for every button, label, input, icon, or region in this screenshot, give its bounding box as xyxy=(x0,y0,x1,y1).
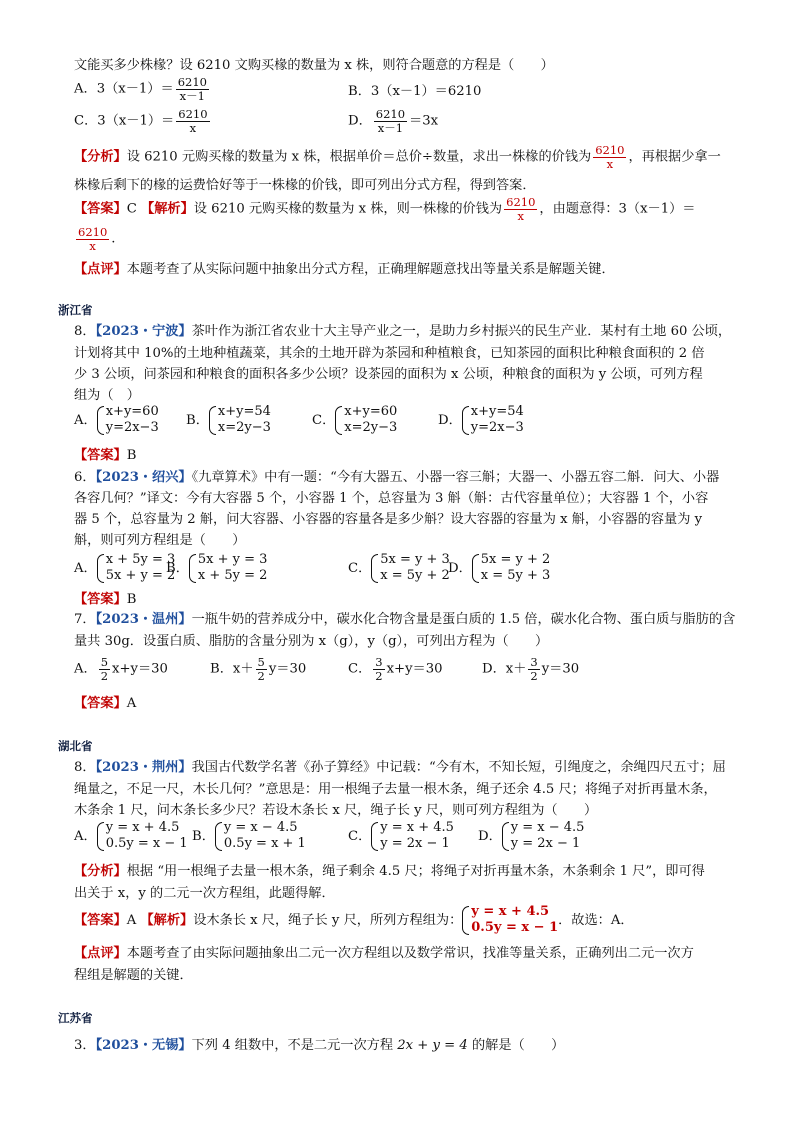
comment-line-2: 程组是解题的关键． xyxy=(74,968,193,983)
option-c: C． y = x + 4.5 y = 2x − 1 xyxy=(348,820,454,852)
answer-line: 【答案】A xyxy=(74,696,137,711)
question-line: 各容几何？”译文：今有大容器 5 个，小容器 1 个，总容量为 3 斛（斛：古代容量单位）；大容器 1 个，小容 xyxy=(74,491,709,506)
option-d: D． $\frac{6210}{x-1}$ ＝3x xyxy=(348,107,439,135)
option-d: D．x＋ $\frac{3}{2}$ y＝30 xyxy=(482,655,580,683)
option-d: D． x+y=54 y=2x−3 xyxy=(438,404,524,436)
option-a: A． x + 5y = 3 5x + y = 2 xyxy=(74,552,176,584)
question-stem: 文能买多少株椽？设 6210 文购买椽的数量为 x 株，则符合题意的方程是（ ） xyxy=(74,58,554,73)
question-line: 组为（ ） xyxy=(74,388,140,403)
question-6-shaoxing: 6．【2023・绍兴】《九章算术》中有一题：“今有大器五、小器一容三斛；大器一、小器五容二斛．问大、小器 xyxy=(74,470,720,485)
option-a: A．3（x－1）＝ $\frac{6210}{x-1}$ xyxy=(74,75,207,103)
option-c: C． $\frac{3}{2}$ x+y＝30 xyxy=(348,655,443,683)
question-7-wenzhou: 7．【2023・温州】一瓶牛奶的营养成分中，碳水化合物含量是蛋白质的 1.5 倍，碳水化合物、蛋白质与脂肪的含 xyxy=(74,612,736,627)
analysis-line-2: 出关于 x，y 的二元一次方程组，此题得解． xyxy=(74,886,335,901)
answer-line: 【答案】A 【解析】设木条长 x 尺，绳子长 y 尺，所列方程组为： y = x + 4.5 0.5y = x − 1 ．故选：A． xyxy=(74,904,634,936)
question-line: 计划将其中 10%的土地种植蔬菜，其余的土地开辟为茶园和种植粮食，已知茶园的面积比种粮食面积的 2 倍 xyxy=(74,346,705,361)
option-c: C．3（x－1）＝ $\frac{6210}{x}$ xyxy=(74,107,208,135)
question-line: 量共 30g．设蛋白质、脂肪的含量分别为 x（g），y（g），可列出方程为（ ） xyxy=(74,634,549,649)
analysis-line-2: 株椽后剩下的椽的运费恰好等于一株椽的价钱，即可列出分式方程，得到答案． xyxy=(74,178,536,193)
question-line: 少 3 公顷，问茶园和种粮食的面积各多少公顷？设茶园的面积为 x 公顷，种粮食的面积为 y 公顷，可列方程 xyxy=(74,367,703,382)
section-heading-hubei: 湖北省 xyxy=(58,739,93,753)
answer-line-2: $\frac{6210}{x}$ . xyxy=(78,225,116,253)
section-heading-zhejiang: 浙江省 xyxy=(58,303,93,317)
question-line: 木条余 1 尺，问木条长多少尺？若设木条长 x 尺，绳子长 y 尺，则可列方程组为（ ） xyxy=(74,803,598,818)
analysis-line: 【分析】根据 “用一根绳子去量一根木条，绳子剩余 4.5 尺；将绳子对折再量木条，木条剩余 1 尺”，即可得 xyxy=(74,864,705,879)
comment-line: 【点评】本题考查了由实际问题抽象出二元一次方程组以及数学常识，找准等量关系，正确列出二元一次方 xyxy=(74,946,694,961)
question-line: 绳量之，不足一尺，木长几何？”意思是：用一根绳子去量一根木条，绳子还余 4.5 尺；将绳子对折再量木条， xyxy=(74,782,717,797)
question-line: 斛，则可列方程组是（ ） xyxy=(74,533,246,548)
comment-line: 【点评】本题考查了从实际问题中抽象出分式方程，正确理解题意找出等量关系是解题关键． xyxy=(74,262,615,277)
option-c: C． 5x = y + 3 x = 5y + 2 xyxy=(348,552,450,584)
option-a: A． x+y=60 y=2x−3 xyxy=(74,404,159,436)
option-c: C． x+y=60 x=2y−3 xyxy=(312,404,398,436)
question-8-ningbo: 8．【2023・宁波】茶叶作为浙江省农业十大主导产业之一，是助力乡村振兴的民生产业．某村有土地 60 公顷， xyxy=(74,324,732,339)
option-d: D． 5x = y + 2 x = 5y + 3 xyxy=(448,552,551,584)
analysis-line: 【分析】设 6210 元购买椽的数量为 x 株，根据单价＝总价÷数量，求出一株椽的价钱为 $\frac{6210}{x}$ ，再根据少拿一 xyxy=(74,143,721,171)
question-line: 器 5 个，总容量为 2 斛，问大容器、小容器的容量各是多少斛？设大容器的容量为 x 斛，小容器的容量为 y xyxy=(74,512,703,527)
option-b: B． y = x − 4.5 0.5y = x + 1 xyxy=(192,820,306,852)
option-b: B．3（x－1）＝6210 xyxy=(348,84,482,99)
question-3-wuxi: 3．【2023・无锡】下列 4 组数中，不是二元一次方程 2x + y = 4 的解是（ ） xyxy=(74,1038,565,1053)
option-b: B． x+y=54 x=2y−3 xyxy=(186,404,271,436)
option-a: A． $\frac{5}{2}$ x+y＝30 xyxy=(74,655,168,683)
option-d: D． y = x − 4.5 y = 2x − 1 xyxy=(478,820,585,852)
answer-line: 【答案】B xyxy=(74,592,137,607)
option-b: B． 5x + y = 3 x + 5y = 2 xyxy=(166,552,268,584)
question-8-jingzhou: 8．【2023・荆州】我国古代数学名著《孙子算经》中记载：“今有木，不知长短，引绳度之，余绳四尺五寸；屈 xyxy=(74,760,726,775)
answer-line: 【答案】B xyxy=(74,448,137,463)
option-a: A． y = x + 4.5 0.5y = x − 1 xyxy=(74,820,188,852)
option-b: B．x＋ $\frac{5}{2}$ y＝30 xyxy=(210,655,307,683)
answer-line: 【答案】C 【解析】设 6210 元购买椽的数量为 x 株，则一株椽的价钱为 $\frac{6210}{x}$ ，由题意得：3（x－1）＝ xyxy=(74,195,696,223)
section-heading-jiangsu: 江苏省 xyxy=(58,1011,93,1025)
